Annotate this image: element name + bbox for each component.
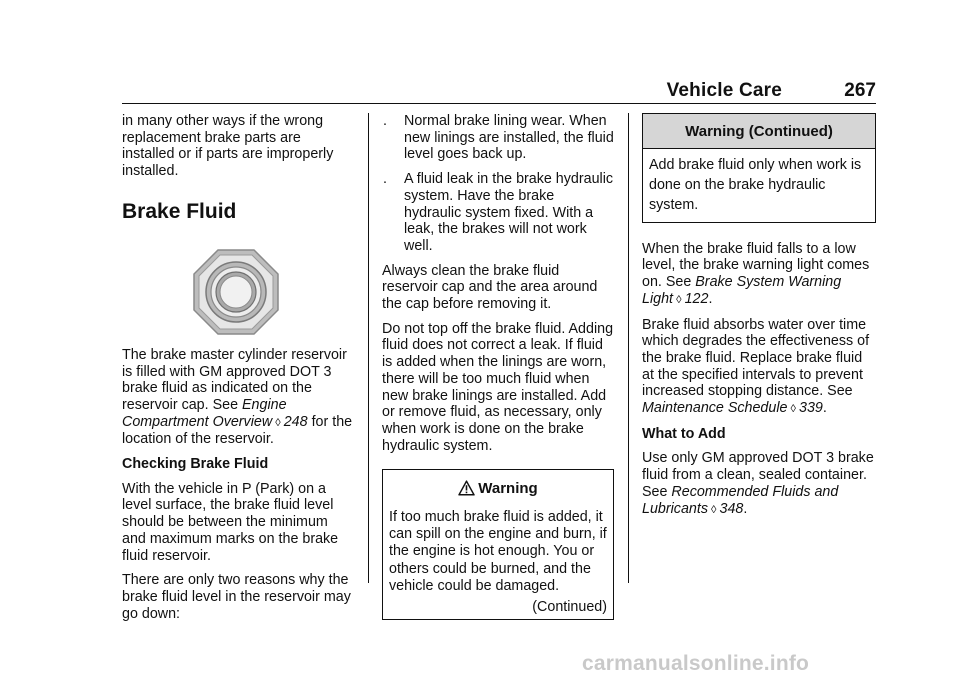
- intro-paragraph: The brake master cylinder reservoir is filled with GM approved DOT 3 brake fluid as indicated on the reservoir cap. See Engine Compartment Overview ◊ 248 for the location of the reservoir.: [122, 346, 353, 448]
- header-rule: [122, 103, 876, 104]
- xref-link[interactable]: Engine Compartment Overview: [122, 396, 287, 430]
- warning-box: [382, 469, 614, 619]
- column-3: [642, 113, 876, 526]
- xref-link[interactable]: Brake System Warning Light: [642, 274, 842, 307]
- xref-page[interactable]: 348: [719, 500, 744, 517]
- topoff-paragraph: Do not top off the brake fluid. Adding fluid does not correct a leak. If fluid is added when the linings are worn, there will be too much fluid when new brake linings are installed. Add or remove fluid, as necessary, only when work is done on the brake hydraulic system.: [382, 320, 614, 454]
- bullet-item: [382, 113, 614, 163]
- xref-arrow-icon: ◊: [272, 416, 284, 429]
- brake-fluid-reservoir-cap-symbol-icon: [193, 249, 279, 335]
- checking-heading: Checking Brake Fluid: [122, 456, 269, 473]
- xref-arrow-icon: ◊: [707, 503, 720, 516]
- bullet-mark: .: [383, 171, 387, 188]
- checking-paragraph: With the vehicle in P (Park) on a level surface, the brake fluid level should be between the minimum and maximum marks on the brake fluid reservoir.: [122, 480, 339, 564]
- column-1: [122, 113, 354, 630]
- warning-triangle-icon: [458, 480, 475, 496]
- bullet-mark: .: [383, 113, 387, 129]
- page-number: 267: [844, 80, 876, 101]
- continued-paragraph: in many other ways if the wrong replacement brake parts are installed or if parts are improperly installed.: [122, 113, 334, 180]
- warning-continued-header: Warning (Continued): [643, 114, 875, 149]
- xref-page[interactable]: 248: [283, 413, 308, 430]
- xref-arrow-icon: ◊: [787, 403, 800, 416]
- what-to-add-heading: What to Add: [642, 425, 726, 442]
- xref-link[interactable]: Maintenance Schedule: [642, 400, 788, 417]
- xref-page[interactable]: 339: [799, 400, 823, 417]
- warning-title: Warning: [478, 480, 538, 498]
- reasons-paragraph: There are only two reasons why the brake fluid level in the reservoir may go down:: [122, 572, 351, 622]
- xref-link[interactable]: Recommended Fluids and Lubricants: [642, 483, 839, 517]
- absorbs-paragraph: Brake fluid absorbs water over time which degrades the effectiveness of the brake fluid. Replace brake fluid at the specified intervals to prevent increased stopping distance. See Maintenance Schedule ◊ 339.: [642, 316, 870, 417]
- low-level-paragraph: When the brake fluid falls to a low level, the brake warning light comes on. See Brake System Warning Light ◊ 122.: [642, 240, 870, 307]
- running-header-title: Vehicle Care: [666, 80, 782, 101]
- xref-page[interactable]: 122: [684, 290, 709, 307]
- column-rule: [368, 113, 369, 583]
- column-rule: [628, 113, 629, 583]
- bullet-text: Normal brake lining wear. When new linings are installed, the fluid level goes back up.: [404, 113, 614, 163]
- bullet-text: A fluid leak in the brake hydraulic system. Have the brake hydraulic system fixed. With a leak, the brakes will not work well.: [404, 171, 614, 254]
- bullet-item: [382, 171, 614, 255]
- symbol-container: [122, 249, 354, 335]
- warning-continued-text: Add brake fluid only when work is done on the brake hydraulic system.: [649, 156, 862, 213]
- warning-text: If too much brake fluid is added, it can spill on the engine and burn, if the engine is hot enough. You or others could be burned, and the vehicle could be damaged.: [389, 509, 607, 594]
- column-2: [382, 113, 614, 620]
- section-title: Brake Fluid: [122, 199, 237, 223]
- what-to-add-paragraph: Use only GM approved DOT 3 brake fluid from a clean, sealed container. See Recommended Fluids and Lubricants ◊ 348.: [642, 450, 874, 517]
- warning-header: [383, 470, 613, 505]
- continued-label: (Continued): [532, 599, 607, 616]
- xref-arrow-icon: ◊: [673, 293, 685, 306]
- watermark: carmanualsonline.info: [582, 652, 810, 675]
- clean-paragraph: Always clean the brake fluid reservoir cap and the area around the cap before removing it.: [382, 262, 598, 313]
- warning-continued-box: [642, 113, 876, 223]
